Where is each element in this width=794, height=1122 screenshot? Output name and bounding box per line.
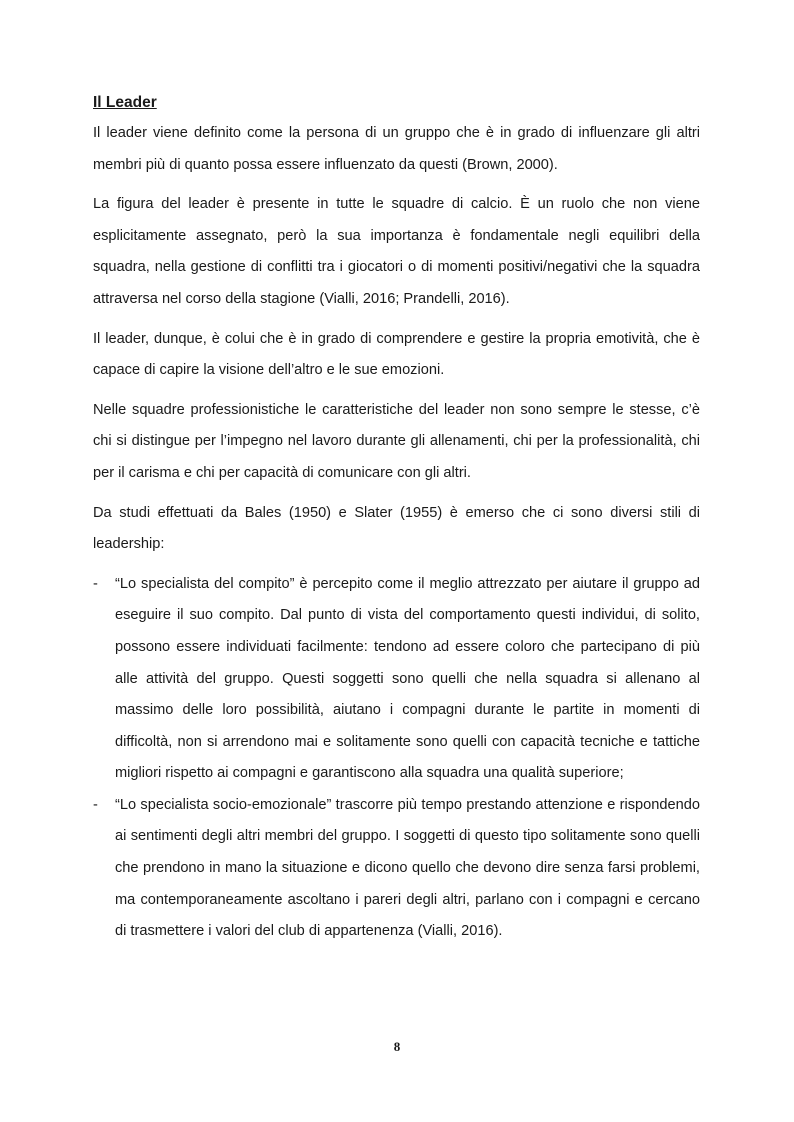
paragraph-emotions: Il leader, dunque, è colui che è in grado di comprendere e gestire la propria emotività, che è capace di capire la visione dell’altro e le sue emozioni.	[93, 330, 700, 379]
list-item-text: “Lo specialista del compito” è percepito come il meglio attrezzato per aiutare il gruppo ad eseguire il suo compito. Dal punto di vista del comportamento questi individui, di solito, possono essere individuati facilmente: tendono ad essere coloro che partecipano di più alle attività del gruppo. Questi soggetti sono quelli che nella squadra si allenano al massimo delle loro possibilità, aiutano i compagni durante le partite in momenti di difficoltà, non si arrendono mai e solitamente sono quelli con capacità tecniche e tattiche migliori rispetto ai compagni e garantiscono alla squadra una qualità superiore;	[115, 575, 700, 782]
paragraph-leader-role: La figura del leader è presente in tutte le squadre di calcio. È un ruolo che non viene esplicitamente assegnato, però la sua importanza è fondamentale negli equilibri della squadra, nella gestione di conflitti tra i giocatori o di momenti positivi/negativi che la squadra attraversa nel corso della stagione (Vialli, 2016; Prandelli, 2016).	[93, 196, 700, 307]
list-item-task-specialist	[93, 569, 700, 790]
paragraph-leadership-styles-intro: Da studi effettuati da Bales (1950) e Slater (1955) è emerso che ci sono diversi stili di leadership:	[93, 504, 700, 553]
section-heading: Il Leader	[93, 94, 157, 111]
list-item-text: “Lo specialista socio-emozionale” trascorre più tempo prestando attenzione e rispondendo ai sentimenti degli altri membri del gruppo. I soggetti di questo tipo solitamente sono quelli che prendono in mano la situazione e dicono quello che devono dire senza farsi problemi, ma contemporaneamente ascoltano i pareri degli altri, parlano con i compagni e cercano di trasmettere i valori del club di appartenenza (Vialli, 2016).	[115, 796, 700, 940]
page-content	[93, 90, 700, 948]
leadership-styles-list	[93, 569, 700, 948]
page-number: 8	[393, 1039, 401, 1054]
paragraph-definition: Il leader viene definito come la persona di un gruppo che è in grado di influenzare gli altri membri più di quanto possa essere influenzato da questi (Brown, 2000).	[93, 125, 700, 173]
list-bullet: -	[93, 796, 98, 813]
list-item-socio-emotional-specialist	[93, 790, 700, 948]
list-bullet: -	[93, 575, 98, 592]
paragraph-professional-teams: Nelle squadre professionistiche le caratteristiche del leader non sono sempre le stesse, c’è chi si distingue per l’impegno nel lavoro durante gli allenamenti, chi per la professionalità, chi per il carisma e chi per capacità di comunicare con gli altri.	[93, 401, 700, 481]
